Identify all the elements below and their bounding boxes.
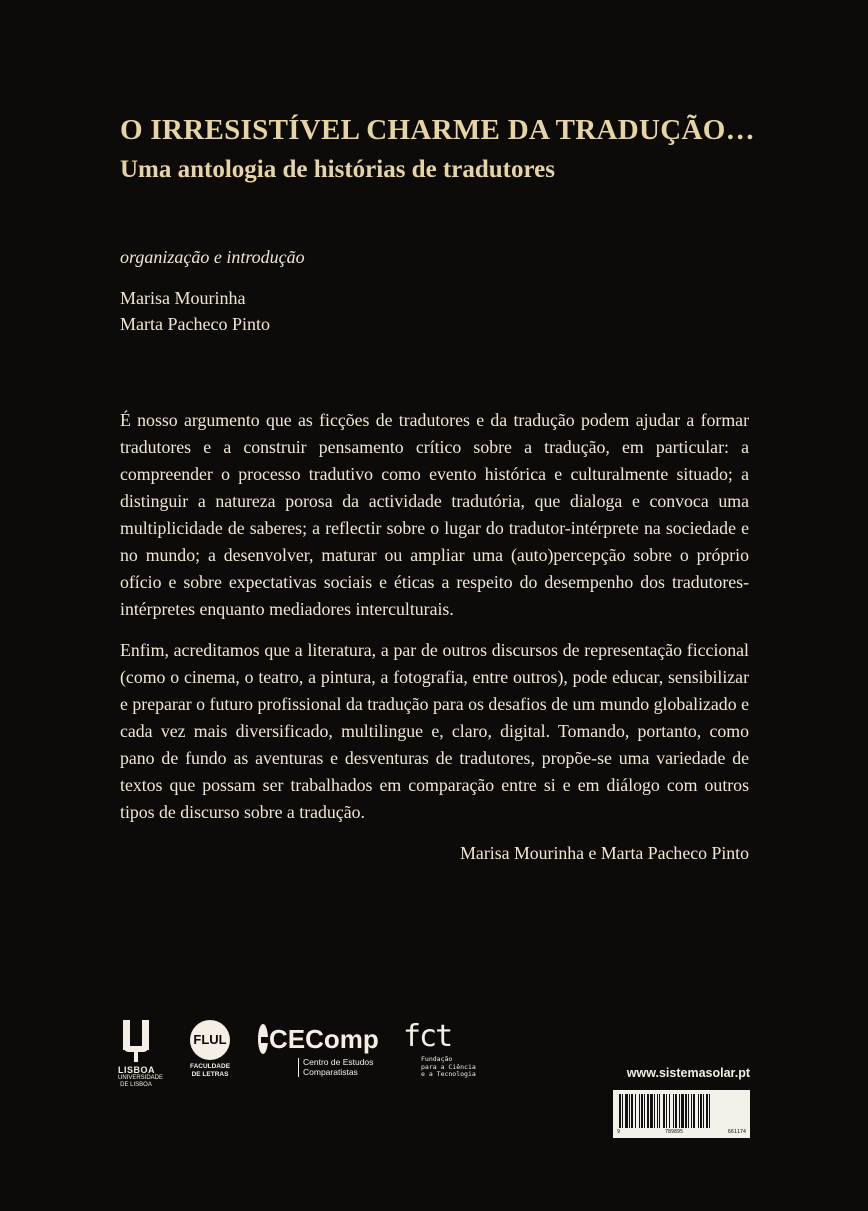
- barcode-bar: [659, 1094, 660, 1128]
- cecomp-sub-line: Comparatistas: [303, 1066, 358, 1077]
- flul-sub-line: DE LETRAS: [191, 1070, 229, 1078]
- cecomp-mark: [258, 1022, 378, 1056]
- blurb: [120, 407, 749, 867]
- barcode-bar: [679, 1094, 680, 1128]
- fct-sub-line: e a Tecnologia: [421, 1070, 476, 1078]
- fct-mark: fct: [403, 1019, 452, 1054]
- barcode-bar: [693, 1094, 695, 1128]
- organizers-label: organização e introdução: [120, 247, 305, 267]
- barcode-bar: [641, 1094, 643, 1128]
- barcode-bar: [644, 1094, 645, 1128]
- barcode-bars: [617, 1094, 746, 1128]
- cecomp-wordmark: CEComp: [269, 1024, 379, 1054]
- ulisboa-logo: [118, 1020, 164, 1089]
- barcode-bar: [619, 1094, 621, 1128]
- u-mark-icon: [123, 1020, 149, 1062]
- barcode-digit-group: 789895: [664, 1129, 683, 1135]
- ulisboa-name: LISBOA: [118, 1065, 156, 1075]
- title-block: [120, 110, 760, 190]
- fct-sub-line: Fundação: [421, 1055, 453, 1063]
- barcode-bar: [698, 1094, 699, 1128]
- fct-sub: [421, 1056, 493, 1079]
- barcode-bar: [663, 1094, 665, 1128]
- barcode-bar: [709, 1094, 710, 1128]
- barcode-bar: [706, 1094, 708, 1128]
- flul-sub-line: FACULDADE: [189, 1063, 231, 1070]
- barcode-bar: [703, 1094, 704, 1128]
- barcode-digit-group: 661174: [727, 1129, 746, 1135]
- barcode-digits: [617, 1129, 746, 1135]
- book-title: O IRRESISTÍVEL CHARME DA TRADUÇÃO…: [120, 114, 755, 146]
- barcode-bar: [629, 1094, 630, 1128]
- ulisboa-sub: UNIVERSIDADE DE LISBOA: [118, 1075, 164, 1088]
- blurb-paragraph: Enfim, acreditamos que a literatura, a par de outros discursos de representação ficcional (como o cinema, o teatro, a pintura, a fotografia, entre outros), pode educar, sensibilizar e preparar o futuro profissional da tradução para os desafios de um mundo globalizado e cada vez mais diversificado, multilingue e, claro, digital. Tomando, portanto, como pano de fundo as aventuras e desventuras de tradutores, propõe-se uma variedade de textos que possam ser trabalhados em comparação entre si e em diálogo com outros tipos de discurso sobre a tradução.: [120, 640, 749, 822]
- fct-logo: [403, 1020, 493, 1079]
- barcode-bar: [688, 1094, 689, 1128]
- blurb-signature: Marisa Mourinha e Marta Pacheco Pinto: [460, 843, 749, 863]
- barcode-bar: [673, 1094, 674, 1128]
- institution-logos: [118, 1020, 518, 1100]
- barcode-bar: [654, 1094, 655, 1128]
- barcode-bar: [650, 1094, 653, 1128]
- barcode-bar: [639, 1094, 640, 1128]
- publisher-website: www.sistemasolar.pt: [626, 1066, 750, 1080]
- barcode-bar: [622, 1094, 623, 1128]
- organizers-block: [120, 245, 760, 337]
- isbn-barcode: [613, 1090, 750, 1138]
- flul-logo: [188, 1020, 232, 1078]
- barcode-bar: [657, 1094, 658, 1128]
- organizers-names: [120, 285, 760, 337]
- barcode-bar: [675, 1094, 677, 1128]
- book-subtitle: Uma antologia de histórias de tradutores: [120, 156, 555, 183]
- fct-sub-line: para a Ciência: [421, 1062, 476, 1071]
- flul-mark: FLUL: [190, 1020, 230, 1060]
- barcode-bar: [685, 1094, 687, 1128]
- cecomp-sub: [298, 1058, 378, 1077]
- organizer-name: Marisa Mourinha: [120, 288, 246, 308]
- organizer-name: Marta Pacheco Pinto: [120, 314, 270, 334]
- cecomp-sub-line: Centro de Estudos: [303, 1057, 374, 1067]
- cecomp-ring-icon: [258, 1024, 268, 1054]
- barcode-bar: [681, 1094, 684, 1128]
- blurb-paragraph: É nosso argumento que as ficções de tradutores e da tradução podem ajudar a formar tradutores e a construir pensamento crítico sobre a tradução, em particular: a compreender o processo tradutivo como evento histórica e culturalmente situado; a distinguir a natureza porosa da actividade tradutória, que dialoga e convoca uma multiplicidade de saberes; a reflectir sobre o lugar do tradutor-intérprete na sociedade e no mundo; a desenvolver, maturar ou ampliar uma (auto)percepção sobre o próprio ofício e sobre expectativas sociais e éticas a respeito do desempenho dos tradutores-intérpretes enquanto mediadores interculturais.: [120, 410, 749, 619]
- barcode-bar: [666, 1094, 667, 1128]
- barcode-bar: [691, 1094, 692, 1128]
- barcode-bar: [669, 1094, 670, 1128]
- cecomp-logo: [258, 1022, 378, 1077]
- barcode-digit-group: 9: [617, 1129, 621, 1135]
- barcode-bar: [700, 1094, 702, 1128]
- barcode-bar: [631, 1094, 633, 1128]
- barcode-bar: [625, 1094, 628, 1128]
- flul-sub: [188, 1063, 232, 1078]
- barcode-bar: [647, 1094, 649, 1128]
- barcode-bar: [635, 1094, 636, 1128]
